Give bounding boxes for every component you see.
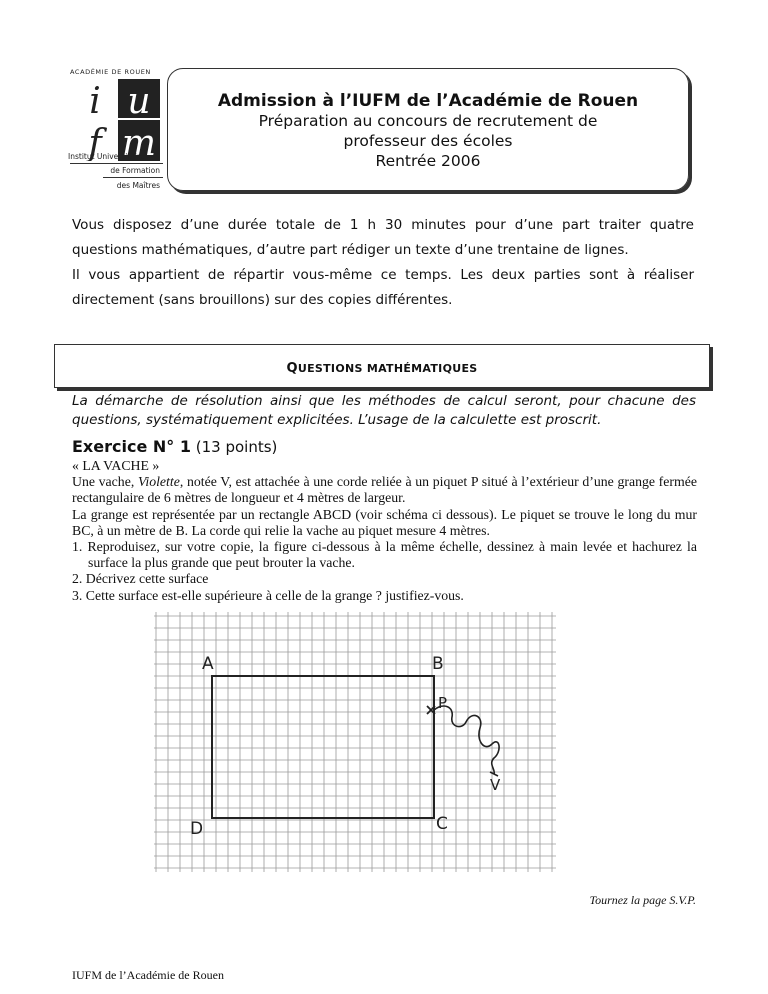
section-instructions: La démarche de résolution ainsi que les méthodes de calcul seront, pour chacune des questions, systématiquement explicitées. L’usage de la calculette est proscrit. xyxy=(72,393,696,428)
exercise-heading: « LA VACHE » xyxy=(72,458,160,473)
footer-institution: IUFM de l’Académie de Rouen xyxy=(72,968,224,982)
label-c: C xyxy=(436,814,448,834)
logo-line-3: des Maîtres xyxy=(116,181,160,190)
p1-end: , notée V, est attachée à une corde reliée à un piquet P situé à l’extérieur d’une grange fermée rectangulaire de 6 mètres de longueur et 4 mètres de largeur. xyxy=(72,474,697,506)
exercise-body xyxy=(72,458,697,604)
logo-letter-f: f xyxy=(88,123,102,161)
exercise-paragraph-2: La grange est représentée par un rectangle ABCD (voir schéma ci dessous). Le piquet se trouve le long du mur BC, à un mètre de B. La corde qui relie la vache au piquet mesure 4 mètres. xyxy=(72,506,697,538)
logo-letters xyxy=(74,79,160,161)
logo-academie: ACADÉMIE DE ROUEN xyxy=(70,68,151,76)
logo-separator xyxy=(70,163,163,164)
subtitle-line-2: professeur des écoles xyxy=(343,132,513,150)
document-title: Admission à l’IUFM de l’Académie de Rouen xyxy=(217,91,639,111)
question-list xyxy=(72,539,697,604)
label-p: P xyxy=(438,694,448,712)
exercise-paragraph-1 xyxy=(72,474,697,506)
p1-start: Une vache, xyxy=(72,474,138,490)
intro-paragraph-2: Il vous appartient de répartir vous-même ce temps. Les deux parties sont à réaliser directement (sans brouillons) sur des copies différentes. xyxy=(72,267,694,308)
logo-letter-u: u xyxy=(127,81,151,122)
section-title-rest: UESTIONS MATHÉMATIQUES xyxy=(297,362,478,375)
question-2: 2. Décrivez cette surface xyxy=(72,571,209,587)
intro-text xyxy=(72,213,694,313)
section-title-initial: Q xyxy=(286,361,298,376)
turn-page-note: Tournez la page S.V.P. xyxy=(589,893,696,907)
label-d: D xyxy=(190,819,204,839)
exercise-number: Exercice N° 1 xyxy=(72,437,191,456)
barn-figure xyxy=(154,612,556,872)
question-1: 1. Reproduisez, sur votre copie, la figure ci-dessous à la même échelle, dessinez à main levée et hachurez la surface la plus grande que peut brouter la vache. xyxy=(72,539,697,571)
exercise-title xyxy=(72,437,277,456)
logo-letter-i: i xyxy=(89,81,101,122)
cow-name: Violette xyxy=(137,474,180,490)
section-title xyxy=(55,361,709,376)
logo-line-1: Institut Universitaire xyxy=(68,152,145,161)
iufm-logo xyxy=(68,68,163,193)
logo-separator xyxy=(103,177,163,178)
subtitle-line-1: Préparation au concours de recrutement de xyxy=(258,112,598,130)
intro-paragraph-1: Vous disposez d’une durée totale de 1 h 30 minutes pour d’une part traiter quatre questions mathématiques, d’autre part rédiger un texte d’une trentaine de lignes. xyxy=(72,217,694,258)
logo-letter-m: m xyxy=(121,123,157,161)
question-3: 3. Cette surface est-elle supérieure à celle de la grange ? justifiez-vous. xyxy=(72,587,464,603)
title-box xyxy=(167,68,689,191)
subtitle-line-3: Rentrée 2006 xyxy=(375,152,481,170)
exercise-points: (13 points) xyxy=(195,438,278,456)
label-a: A xyxy=(202,654,214,674)
barn-rectangle xyxy=(212,676,434,818)
logo-line-2: de Formation xyxy=(110,166,160,175)
label-b: B xyxy=(432,654,444,674)
section-header-box xyxy=(54,344,710,388)
label-v: V xyxy=(490,776,501,794)
